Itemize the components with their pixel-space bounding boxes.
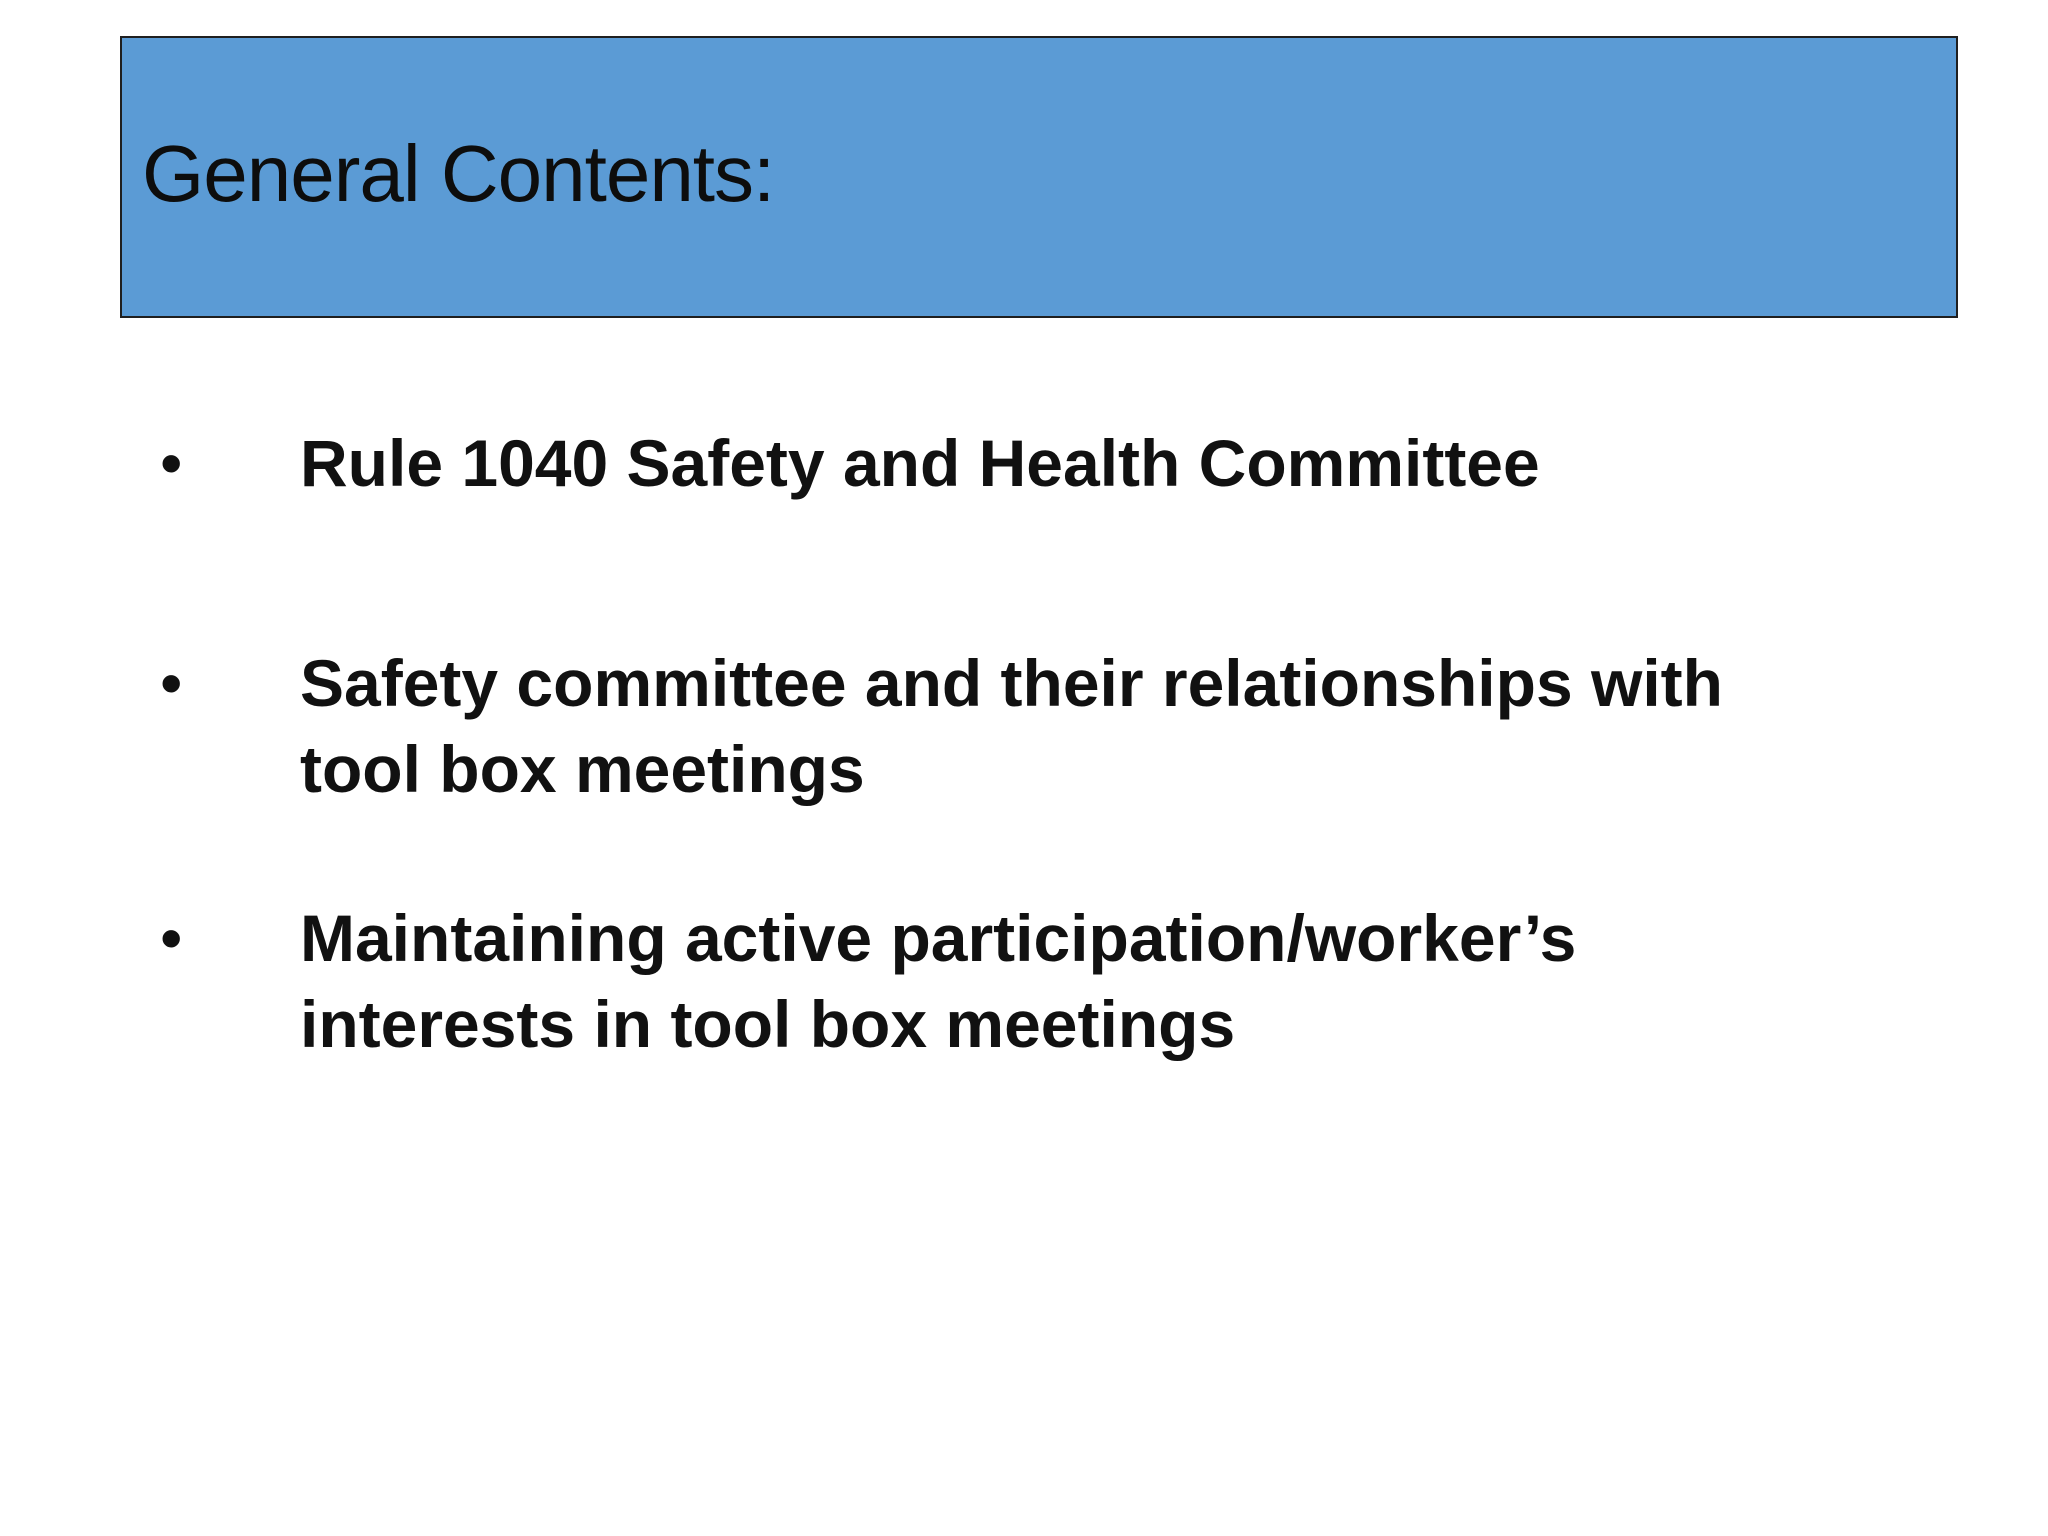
bullet-marker-icon: • [160,902,183,974]
bullet-text [300,895,1920,1067]
bullet-marker-icon: • [160,427,183,499]
bullet-line: tool box meetings [300,732,865,806]
bullet-line: Safety committee and their relationships with [300,646,1723,720]
bullet-line: Rule 1040 Safety and Health Committee [300,426,1540,500]
slide-title: General Contents: [142,129,775,218]
bullet-text [300,640,1920,812]
bullet-line: interests in tool box meetings [300,987,1236,1061]
bullet-line: Maintaining active participation/worker’s [300,901,1577,975]
bullet-text [300,420,1920,506]
bullet-marker-icon: • [160,647,183,719]
